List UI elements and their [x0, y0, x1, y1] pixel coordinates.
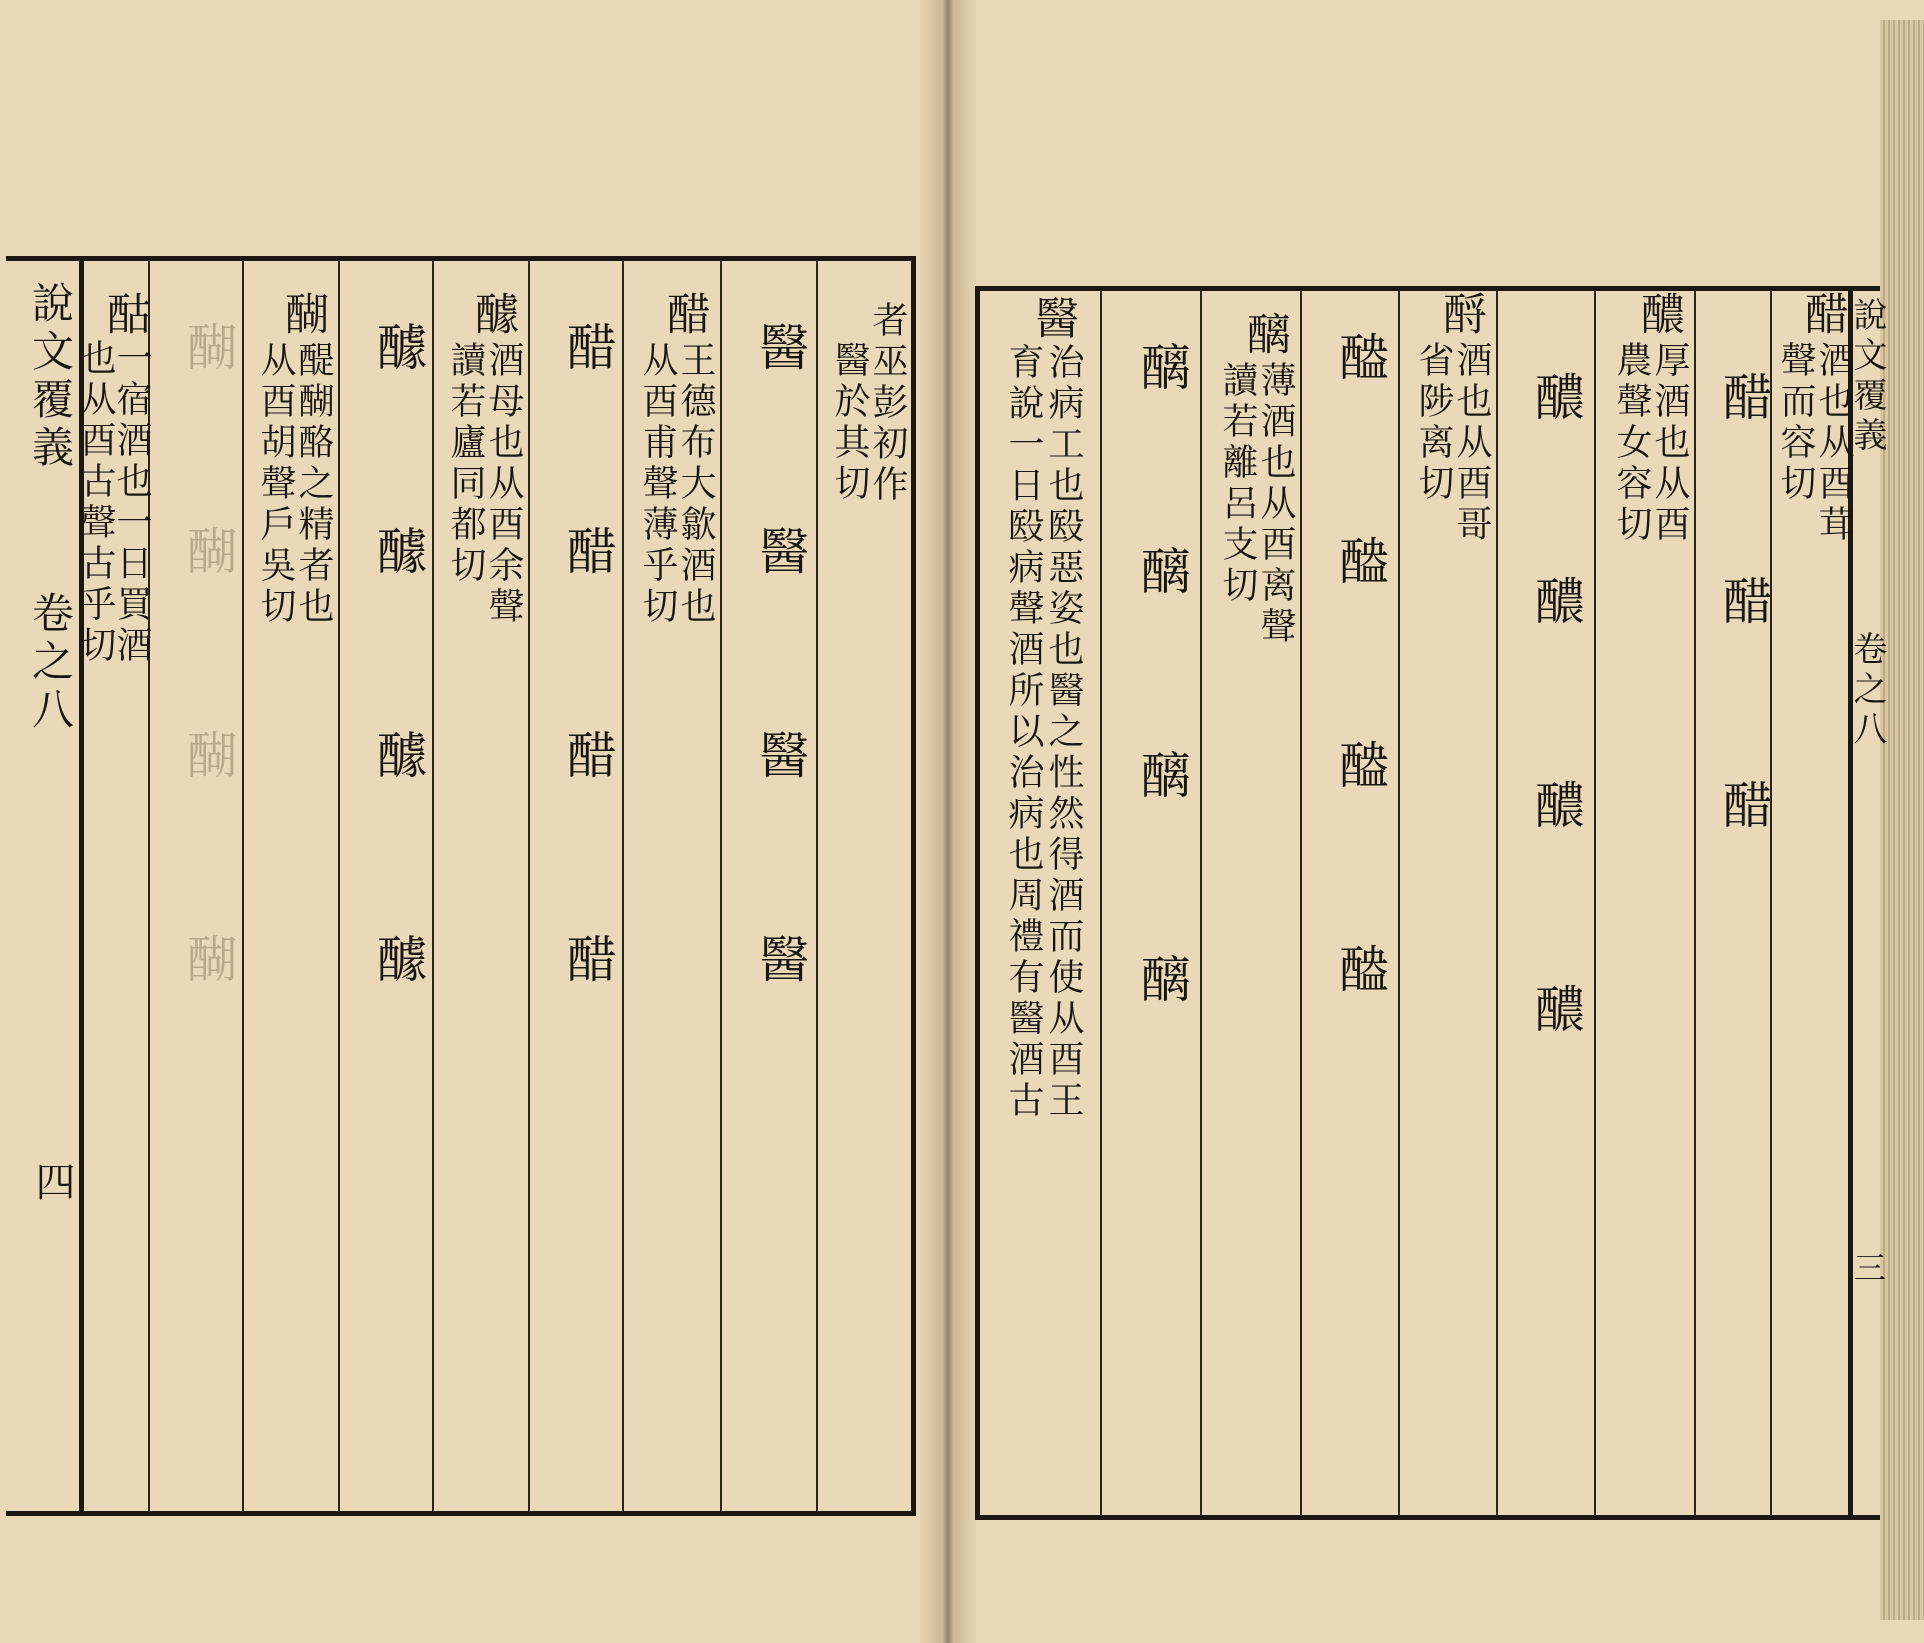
entry-headword: 醫 [1027, 295, 1078, 345]
seal-script-forms: 醐 醐 醐 醐 [179, 321, 237, 1031]
entry-headword: 醨 [1239, 311, 1290, 361]
entry-column [434, 261, 530, 1511]
entry-gloss-line: 薄酒也从酉离聲 [1255, 361, 1296, 648]
entry-gloss-line: 王德布大歙酒也 [675, 341, 716, 628]
entry-gloss-line: 也从酉古聲古乎切 [75, 339, 116, 667]
left-folio-number: 四 [29, 1161, 75, 1201]
entry-gloss-line: 醍醐酪之精者也 [293, 341, 334, 628]
entry-gloss-line: 酒母也从酉余聲 [483, 341, 524, 628]
entry-headword: 醲 [1633, 291, 1684, 341]
left-margin-title: 說文覆義 [26, 281, 75, 473]
entry-gloss-line: 育說一日殹病聲酒所以治病也周禮有醫酒古 [1003, 343, 1044, 1122]
entry-gloss-line: 酒也从酉哥 [1451, 341, 1492, 546]
seal-script-column [150, 261, 244, 1511]
entry-gloss-line: 从酉甫聲薄乎切 [637, 341, 678, 628]
seal-script-column [722, 261, 818, 1511]
entry-column [818, 261, 911, 1511]
entry-headword: 酹 [1435, 291, 1486, 341]
entry-column [1772, 291, 1854, 1515]
seal-script-column [1696, 291, 1772, 1515]
entry-headword: 酤 [99, 291, 150, 341]
seal-script-column [1102, 291, 1202, 1515]
entry-column [1202, 291, 1302, 1515]
entry-column [244, 261, 340, 1511]
entry-gloss-line: 者巫彭初作 [867, 301, 908, 506]
left-text-frame [6, 256, 916, 1516]
right-volume-label: 卷之八 [1847, 631, 1887, 751]
right-margin-strip [1843, 286, 1887, 1520]
seal-script-column [340, 261, 434, 1511]
entry-column [1400, 291, 1498, 1515]
entry-gloss-line: 農聲女容切 [1611, 341, 1652, 546]
entry-column [75, 261, 152, 1511]
seal-script-forms: 醲 醲 醲 醲 [1527, 371, 1585, 1081]
seal-script-forms: 醋 醋 醋 醋 [559, 321, 617, 1031]
entry-gloss-line: 厚酒也从酉 [1649, 341, 1690, 546]
seal-script-column [1498, 291, 1596, 1515]
entry-column [624, 261, 722, 1511]
seal-script-forms: 醠 醠 醠 醠 [1331, 331, 1389, 1041]
seal-script-forms: 醵 醵 醵 醵 [369, 321, 427, 1031]
seal-script-forms: 醨 醨 醨 醨 [1133, 341, 1191, 1051]
entry-gloss-line: 讀若離呂支切 [1217, 361, 1258, 607]
page-edge-stack [1880, 20, 1924, 1620]
entry-gloss-line: 治病工也殹惡姿也醫之性然得酒而使从酉王 [1043, 343, 1084, 1122]
right-margin-title: 說文覆義 [1847, 297, 1887, 457]
seal-script-column [1302, 291, 1400, 1515]
entry-gloss-line: 省陟离切 [1413, 341, 1454, 505]
entry-gloss-line: 聲而容切 [1775, 341, 1816, 505]
seal-script-column [530, 261, 624, 1511]
entry-headword: 醋 [659, 291, 710, 341]
entry-gloss-line: 讀若廬同都切 [445, 341, 486, 587]
right-folio-number: 三 [1849, 1251, 1887, 1283]
left-volume-label: 卷之八 [26, 591, 75, 735]
seal-script-forms: 醫 醫 醫 醫 [751, 321, 809, 1031]
entry-gloss-line: 一宿酒也一日買酒 [111, 339, 152, 667]
book-gutter [920, 0, 976, 1643]
entry-gloss-line: 从酉胡聲戶吳切 [255, 341, 296, 628]
entry-headword: 醋 [1797, 291, 1848, 341]
seal-script-forms: 醋 醋 醋 [1715, 371, 1773, 877]
entry-column [1596, 291, 1696, 1515]
right-text-frame [975, 286, 1853, 1520]
entry-headword: 醐 [277, 291, 328, 341]
entry-column [980, 291, 1102, 1515]
entry-gloss-line: 醫於其切 [829, 341, 870, 505]
entry-headword: 醵 [467, 291, 518, 341]
entry-gloss-line: 酒也从酉茸 [1813, 341, 1854, 546]
